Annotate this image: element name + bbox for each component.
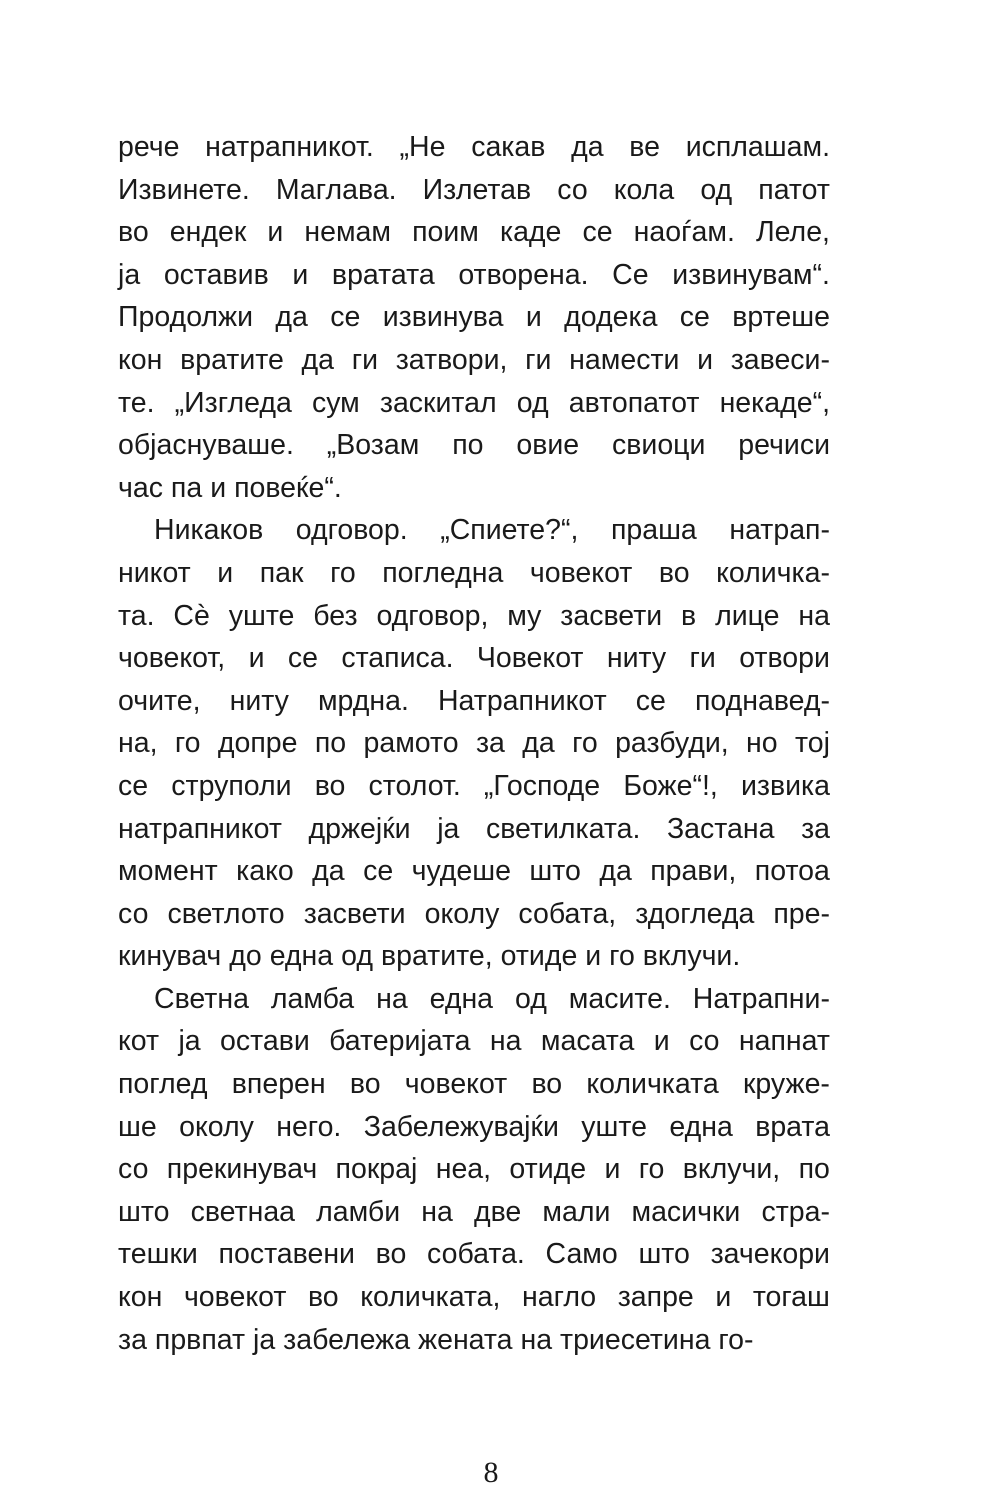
word: Забележувајќи bbox=[363, 1110, 559, 1143]
word: повеќе“. bbox=[234, 471, 342, 504]
word: погледна bbox=[382, 556, 504, 589]
word: околу bbox=[179, 1110, 254, 1143]
text-line bbox=[118, 1063, 830, 1106]
word: кола bbox=[613, 173, 675, 206]
word: час bbox=[118, 471, 163, 504]
word: што bbox=[529, 855, 581, 888]
word: очите, bbox=[118, 684, 201, 717]
word: заскитал bbox=[379, 386, 497, 419]
text-line bbox=[118, 893, 830, 936]
word: „Спиете?“, bbox=[440, 514, 579, 547]
word: исплашам. bbox=[685, 131, 830, 163]
word: Човекот bbox=[476, 642, 584, 675]
word: со bbox=[118, 1153, 149, 1186]
word: завеси- bbox=[730, 343, 830, 376]
word: извинувам“. bbox=[672, 258, 830, 291]
word: една bbox=[429, 982, 494, 1015]
word: зачекори bbox=[710, 1238, 830, 1271]
word: ламба bbox=[270, 982, 355, 1015]
word: во bbox=[118, 216, 149, 249]
text-line bbox=[118, 1233, 830, 1276]
word: на bbox=[798, 599, 830, 632]
text-line bbox=[118, 637, 830, 680]
word: но bbox=[746, 727, 778, 760]
word: па bbox=[170, 471, 203, 504]
word: по bbox=[314, 727, 347, 760]
word: количка- bbox=[716, 556, 830, 589]
word: кон bbox=[118, 1281, 163, 1314]
word: го- bbox=[718, 1323, 754, 1356]
text-line bbox=[118, 680, 830, 723]
text-line bbox=[118, 850, 830, 893]
word: околу bbox=[424, 897, 500, 930]
word: кон bbox=[118, 343, 163, 376]
word: поднавед- bbox=[694, 684, 830, 717]
word: се bbox=[118, 769, 149, 802]
word: количката bbox=[586, 1068, 719, 1101]
word: рамото bbox=[363, 727, 459, 760]
word: светилката. bbox=[485, 812, 641, 845]
word: без bbox=[313, 599, 358, 632]
word: светнаа bbox=[190, 1195, 296, 1228]
word: Натрапникот bbox=[437, 684, 607, 717]
word: те. bbox=[118, 386, 155, 419]
word: му bbox=[507, 599, 542, 632]
text-line bbox=[118, 126, 830, 169]
text-line bbox=[118, 935, 830, 978]
word: одговор, bbox=[376, 599, 489, 632]
word: отиде bbox=[500, 940, 578, 973]
word: никот bbox=[118, 556, 191, 589]
word: и bbox=[217, 556, 234, 589]
word: и bbox=[585, 940, 602, 973]
word: да bbox=[301, 343, 335, 376]
word: неа, bbox=[435, 1153, 492, 1186]
word: и bbox=[292, 258, 309, 291]
word: напнат bbox=[738, 1025, 830, 1058]
word: покрај bbox=[335, 1153, 418, 1186]
word: извика bbox=[740, 769, 830, 802]
word: и bbox=[210, 471, 227, 504]
word: уште bbox=[228, 599, 295, 632]
text-line bbox=[118, 1020, 830, 1063]
word: на bbox=[520, 1323, 553, 1356]
word: се bbox=[635, 684, 666, 717]
word: каде bbox=[499, 216, 562, 249]
word: натрапникот bbox=[118, 812, 282, 845]
word: со bbox=[118, 897, 149, 930]
word: пак bbox=[259, 556, 304, 589]
word: ве bbox=[629, 131, 660, 163]
word: количката, bbox=[360, 1281, 501, 1314]
word: момент bbox=[118, 855, 218, 888]
word: се bbox=[330, 301, 361, 334]
word: поставени bbox=[218, 1238, 355, 1271]
text-line bbox=[118, 467, 830, 510]
word: остави bbox=[220, 1025, 310, 1058]
word: вперен bbox=[231, 1068, 326, 1101]
word: во bbox=[307, 1281, 339, 1314]
word: вратите, bbox=[380, 940, 493, 973]
word: се bbox=[287, 642, 318, 675]
word: во bbox=[375, 1238, 407, 1271]
word: што bbox=[638, 1238, 690, 1271]
word: како bbox=[236, 855, 294, 888]
word: и bbox=[653, 1025, 670, 1058]
word: го bbox=[638, 1153, 665, 1186]
word: Маглава. bbox=[275, 173, 397, 206]
text-line bbox=[118, 424, 830, 467]
word: објаснуваше. bbox=[118, 429, 294, 462]
word: што bbox=[118, 1195, 170, 1228]
word: Светна bbox=[154, 982, 249, 1015]
text-line bbox=[118, 509, 830, 552]
word: Натрапни- bbox=[692, 982, 830, 1015]
word: ја bbox=[118, 258, 141, 291]
text-line bbox=[118, 254, 830, 297]
word: „Возам bbox=[326, 429, 420, 462]
word: потоа bbox=[754, 855, 830, 888]
word: засвети bbox=[560, 599, 663, 632]
word: отвори bbox=[739, 642, 830, 675]
paragraph bbox=[118, 978, 830, 1361]
word: собата, bbox=[518, 897, 617, 930]
word: тешки bbox=[118, 1238, 198, 1271]
word: по bbox=[798, 1153, 830, 1186]
word: овие bbox=[516, 429, 580, 462]
text-line bbox=[118, 1148, 830, 1191]
word: речиси bbox=[738, 429, 830, 462]
word: масите. bbox=[568, 982, 671, 1015]
word: мали bbox=[542, 1195, 611, 1228]
word: го bbox=[330, 556, 356, 589]
word: оставив bbox=[163, 258, 269, 291]
word: кинувач bbox=[118, 940, 222, 973]
word: допре bbox=[217, 727, 298, 760]
word: да bbox=[571, 131, 604, 163]
word: вратите bbox=[180, 343, 284, 376]
word: натрап- bbox=[729, 514, 830, 547]
word: Застана bbox=[666, 812, 775, 845]
word: вратата bbox=[331, 258, 435, 291]
text-line bbox=[118, 808, 830, 851]
word: го bbox=[609, 940, 635, 973]
word: до bbox=[229, 940, 262, 973]
word: светлото bbox=[167, 897, 285, 930]
word: Продолжи bbox=[118, 301, 254, 334]
word: ги bbox=[351, 343, 379, 376]
word: со bbox=[689, 1025, 720, 1058]
word: да bbox=[599, 855, 632, 888]
word: чудеше bbox=[411, 855, 511, 888]
word: та. bbox=[118, 599, 155, 632]
word: вклучи. bbox=[642, 940, 741, 973]
text-line bbox=[118, 722, 830, 765]
word: се bbox=[582, 216, 613, 249]
word: ламби bbox=[316, 1195, 401, 1228]
paragraph bbox=[118, 509, 830, 978]
word: ендек bbox=[169, 216, 247, 249]
word: уште bbox=[581, 1110, 647, 1143]
word: струполи bbox=[171, 769, 292, 802]
word: по bbox=[452, 429, 484, 462]
word: поим bbox=[412, 216, 479, 249]
word: одговор. bbox=[295, 514, 408, 547]
word: круже- bbox=[742, 1068, 830, 1101]
word: на bbox=[489, 1025, 522, 1058]
word: ше bbox=[118, 1110, 157, 1143]
paragraph bbox=[118, 126, 830, 509]
word: него. bbox=[276, 1110, 342, 1143]
word: сакав bbox=[471, 131, 546, 163]
word: разбуди, bbox=[615, 727, 729, 760]
text-line bbox=[118, 978, 830, 1021]
word: Излетав bbox=[422, 173, 532, 206]
word: се bbox=[679, 301, 710, 334]
word: го bbox=[572, 727, 598, 760]
word: ниту bbox=[606, 642, 667, 675]
word: батеријата bbox=[329, 1025, 471, 1058]
word: стра- bbox=[761, 1195, 830, 1228]
word: затвори, bbox=[395, 343, 508, 376]
word: столот. bbox=[368, 769, 461, 802]
text-line bbox=[118, 552, 830, 595]
word: од bbox=[700, 173, 733, 206]
word: отворена. bbox=[458, 258, 589, 291]
word: наоѓам. bbox=[633, 216, 735, 249]
word: извинува bbox=[382, 301, 504, 334]
word: прекинувач bbox=[166, 1153, 318, 1186]
word: за bbox=[118, 1323, 147, 1356]
word: намести bbox=[569, 343, 680, 376]
word: масички bbox=[631, 1195, 741, 1228]
word: автопатот bbox=[568, 386, 700, 419]
text-line bbox=[118, 1319, 830, 1362]
word: врата bbox=[755, 1110, 830, 1143]
word: ги bbox=[689, 642, 716, 675]
text-line bbox=[118, 765, 830, 808]
word: пре- bbox=[773, 897, 830, 930]
word: Сѐ bbox=[173, 599, 210, 632]
word: го bbox=[174, 727, 201, 760]
word: вртеше bbox=[732, 301, 830, 334]
word: Боже“!, bbox=[623, 769, 718, 802]
word: тој bbox=[795, 727, 830, 760]
word: да bbox=[312, 855, 345, 888]
word: за bbox=[475, 727, 505, 760]
word: ја bbox=[437, 812, 460, 845]
word: мрдна. bbox=[317, 684, 409, 717]
word: „Не bbox=[399, 131, 446, 163]
word: да bbox=[275, 301, 308, 334]
word: триесетина bbox=[560, 1323, 711, 1356]
word: да bbox=[522, 727, 555, 760]
word: човекот bbox=[529, 556, 633, 589]
text-line bbox=[118, 1191, 830, 1234]
text-line bbox=[118, 382, 830, 425]
word: натрапникот. bbox=[205, 131, 374, 163]
word: две bbox=[473, 1195, 522, 1228]
word: држејќи bbox=[308, 812, 411, 845]
word: некаде“, bbox=[719, 386, 830, 419]
word: здогледа bbox=[635, 897, 755, 930]
word: „Господе bbox=[483, 769, 601, 802]
word: и bbox=[697, 343, 714, 376]
word: праша bbox=[610, 514, 697, 547]
word: поглед bbox=[118, 1068, 208, 1101]
word: Никаков bbox=[154, 514, 264, 547]
text-line bbox=[118, 1276, 830, 1319]
text-line bbox=[118, 339, 830, 382]
text-line bbox=[118, 595, 830, 638]
word: човекот bbox=[183, 1281, 287, 1314]
word: во bbox=[314, 769, 346, 802]
word: забележа bbox=[283, 1323, 411, 1356]
word: на bbox=[421, 1195, 453, 1228]
word: кот bbox=[118, 1025, 160, 1058]
word: човекот, bbox=[118, 642, 226, 675]
word: свиоци bbox=[612, 429, 706, 462]
word: стаписа. bbox=[341, 642, 454, 675]
word: засвети bbox=[303, 897, 406, 930]
word: и bbox=[715, 1281, 732, 1314]
word: в bbox=[681, 599, 697, 632]
word: запре bbox=[617, 1281, 694, 1314]
text-line bbox=[118, 169, 830, 212]
word: една bbox=[269, 940, 334, 973]
text-line bbox=[118, 1106, 830, 1149]
word: на, bbox=[118, 727, 158, 760]
word: на bbox=[376, 982, 408, 1015]
word: отиде bbox=[509, 1153, 587, 1186]
word: вклучи, bbox=[682, 1153, 781, 1186]
word: во bbox=[658, 556, 690, 589]
word: сум bbox=[311, 386, 360, 419]
word: човекот bbox=[404, 1068, 508, 1101]
word: и bbox=[267, 216, 284, 249]
word: и bbox=[604, 1153, 621, 1186]
word: со bbox=[557, 173, 588, 206]
word: тогаш bbox=[752, 1281, 830, 1314]
page-number: 8 bbox=[483, 1456, 499, 1489]
word: масата bbox=[540, 1025, 635, 1058]
word: ја bbox=[253, 1323, 276, 1356]
word: ниту bbox=[229, 684, 289, 717]
word: и bbox=[248, 642, 265, 675]
word: во bbox=[531, 1068, 563, 1101]
word: и bbox=[525, 301, 542, 334]
word: во bbox=[349, 1068, 381, 1101]
word: додека bbox=[564, 301, 658, 334]
word: лице bbox=[715, 599, 780, 632]
word: собата. bbox=[427, 1238, 525, 1271]
word: ги bbox=[525, 343, 552, 376]
word: Се bbox=[612, 258, 649, 291]
word: прави, bbox=[650, 855, 737, 888]
text-line bbox=[118, 211, 830, 254]
word: ја bbox=[178, 1025, 201, 1058]
body-text bbox=[118, 126, 830, 1361]
word: од bbox=[516, 386, 549, 419]
word: „Изгледа bbox=[174, 386, 292, 419]
word: од bbox=[514, 982, 547, 1015]
word: првпат bbox=[154, 1323, 246, 1356]
word: се bbox=[363, 855, 394, 888]
word: рече bbox=[118, 131, 180, 163]
word: Извинете. bbox=[118, 173, 250, 206]
word: патот bbox=[758, 173, 830, 206]
word: жената bbox=[418, 1323, 513, 1356]
text-line bbox=[118, 296, 830, 339]
word: немам bbox=[304, 216, 392, 249]
word: од bbox=[341, 940, 373, 973]
word: Леле, bbox=[755, 216, 830, 249]
word: за bbox=[801, 812, 830, 845]
word: Само bbox=[545, 1238, 618, 1271]
word: нагло bbox=[521, 1281, 597, 1314]
word: една bbox=[669, 1110, 733, 1143]
